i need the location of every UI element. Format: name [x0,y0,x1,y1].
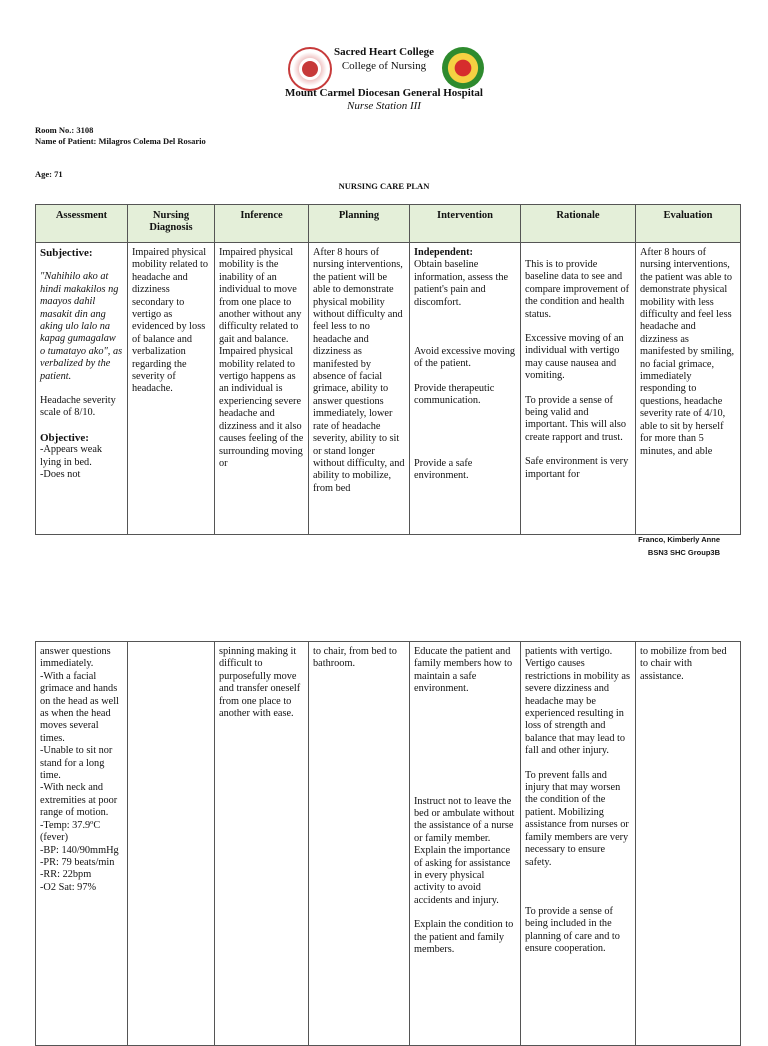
objective-label: Objective: [40,431,89,444]
planning-cell: to chair, from bed to bathroom. [309,642,410,1046]
patient-name: Name of Patient: Milagros Colema Del Rosario [35,136,206,146]
college-name: Sacred Heart College [334,46,434,58]
intervention-item: Instruct not to leave the bed or ambulate without the assistance of a nurse or family member. Explain the importance of asking for assistance in every physical activity to avoid accidents and injury. [414,795,515,906]
rationale-item: This is to provide baseline data to see and compare improvement of the condition and health status. [525,259,630,320]
objective-findings: -Appears weak lying in bed. -Does not [40,444,103,481]
intervention-label: Independent: [414,247,473,258]
assessment-cell [36,243,128,535]
nurse-station: Nurse Station III [347,100,421,112]
diagnosis-cell [128,642,215,1046]
rationale-item: Excessive moving of an individual with vertigo may cause nausea and vomiting. [525,333,624,382]
evaluation-cell: to mobilize from bed to chair with assistance. [636,642,741,1046]
diagnosis-cell: Impaired physical mobility related to headache and dizziness secondary to vertigo as evidenced by loss of balance and verbalization regarding the severity of headache. [128,243,215,535]
rationale-cell [521,243,636,535]
intervention-item: Provide a safe environment. [414,457,473,482]
author-group: BSN3 SHC Group3B [647,548,720,557]
plan-title: NURSING CARE PLAN [338,181,430,191]
headache-severity: Headache severity scale of 8/10. [40,395,116,419]
table-header-row [36,205,741,243]
author-name: Franco, Kimberly Anne [638,535,720,544]
column-header: Intervention [410,205,521,243]
column-header: Planning [309,205,410,243]
column-header: Evaluation [636,205,741,243]
patient-quote: "Nahihilo ako at hindi makakilos ng maayos dahil masakit din ang aking ulo lalo na kapag gumagalaw o tumatayo ako", as verbalized by the patient. [40,271,123,382]
table-row [36,243,741,535]
table-row [36,642,741,1046]
intervention-item: Provide therapeutic communication. [414,382,495,407]
evaluation-cell: After 8 hours of nursing interventions, the patient was able to demonstrate physical mobility with less difficulty and feel less headache and dizziness as manifested by smiling, no facial grimace, immediately responding to questions, headache severity rate of 4/10, able to sit by herself for more than 5 minutes, and able [636,243,741,535]
care-plan-table-page-1 [35,204,741,535]
intervention-cell [410,642,521,1046]
care-plan-table-page-2 [35,641,741,1046]
rationale-item: patients with vertigo. Vertigo causes restrictions in mobility as severe dizziness and headache may be experienced resulting in loss of strength and balance that may lead to fall and other injury. [525,646,630,757]
subjective-label: Subjective: [40,247,93,259]
planning-cell: After 8 hours of nursing interventions, the patient will be able to demonstrate physical mobility without difficulty and feel less to no headache and dizziness as manifested by absence of facial grimace, ability to answer questions immediately, lower rate of headache severity, ability to sit or stand longer without difficulty, and ability to mobilize, from bed [309,243,410,535]
intervention-item: Obtain baseline information, assess the patient's pain and discomfort. [414,259,509,308]
rationale-cell [521,642,636,1046]
patient-age: Age: 71 [35,169,63,179]
rationale-item: To provide a sense of being valid and important. This will also create rapport and trust. [525,394,627,443]
column-header: Nursing Diagnosis [128,205,215,243]
intervention-item: Explain the condition to the patient and family members. [414,919,514,956]
department-name: College of Nursing [341,60,427,72]
hospital-name: Mount Carmel Diocesan General Hospital [285,87,483,99]
intervention-item: Educate the patient and family members how to maintain a safe environment. [414,646,513,695]
rationale-item: To provide a sense of being included in the planning of care and to ensure cooperation. [525,905,620,955]
room-number: Room No.: 3108 [35,125,94,135]
inference-cell: Impaired physical mobility is the inability of an individual to move from one place to another without any difficulty related to gait and balance. Impaired physical mobility related to vertigo happens as an individual is experiencing severe headache and dizziness and it also causes feeling of the surrounding moving or [215,243,309,535]
rationale-item: Safe environment is very important for [525,456,629,480]
column-header: Inference [215,205,309,243]
column-header: Rationale [521,205,636,243]
column-header: Assessment [36,205,128,243]
intervention-cell [410,243,521,535]
assessment-cell: answer questions immediately. -With a facial grimace and hands on the head as well as when the head moves several times. -Unable to sit nor stand for a long time. -With neck and extremities at poor range of motion. -Temp: 37.9ºC (fever) -BP: 140/90mmHg -PR: 79 beats/min -RR: 22bpm -O2 Sat: 97% [36,642,128,1046]
rationale-item: To prevent falls and injury that may worsen the condition of the patient. Mobilizing assistance from nurses or family members are very necessary to ensure safety. [525,769,629,868]
inference-cell: spinning making it difficult to purposefully move and transfer oneself from one place to another with ease. [215,642,309,1046]
intervention-item: Avoid excessive moving of the patient. [414,346,516,370]
